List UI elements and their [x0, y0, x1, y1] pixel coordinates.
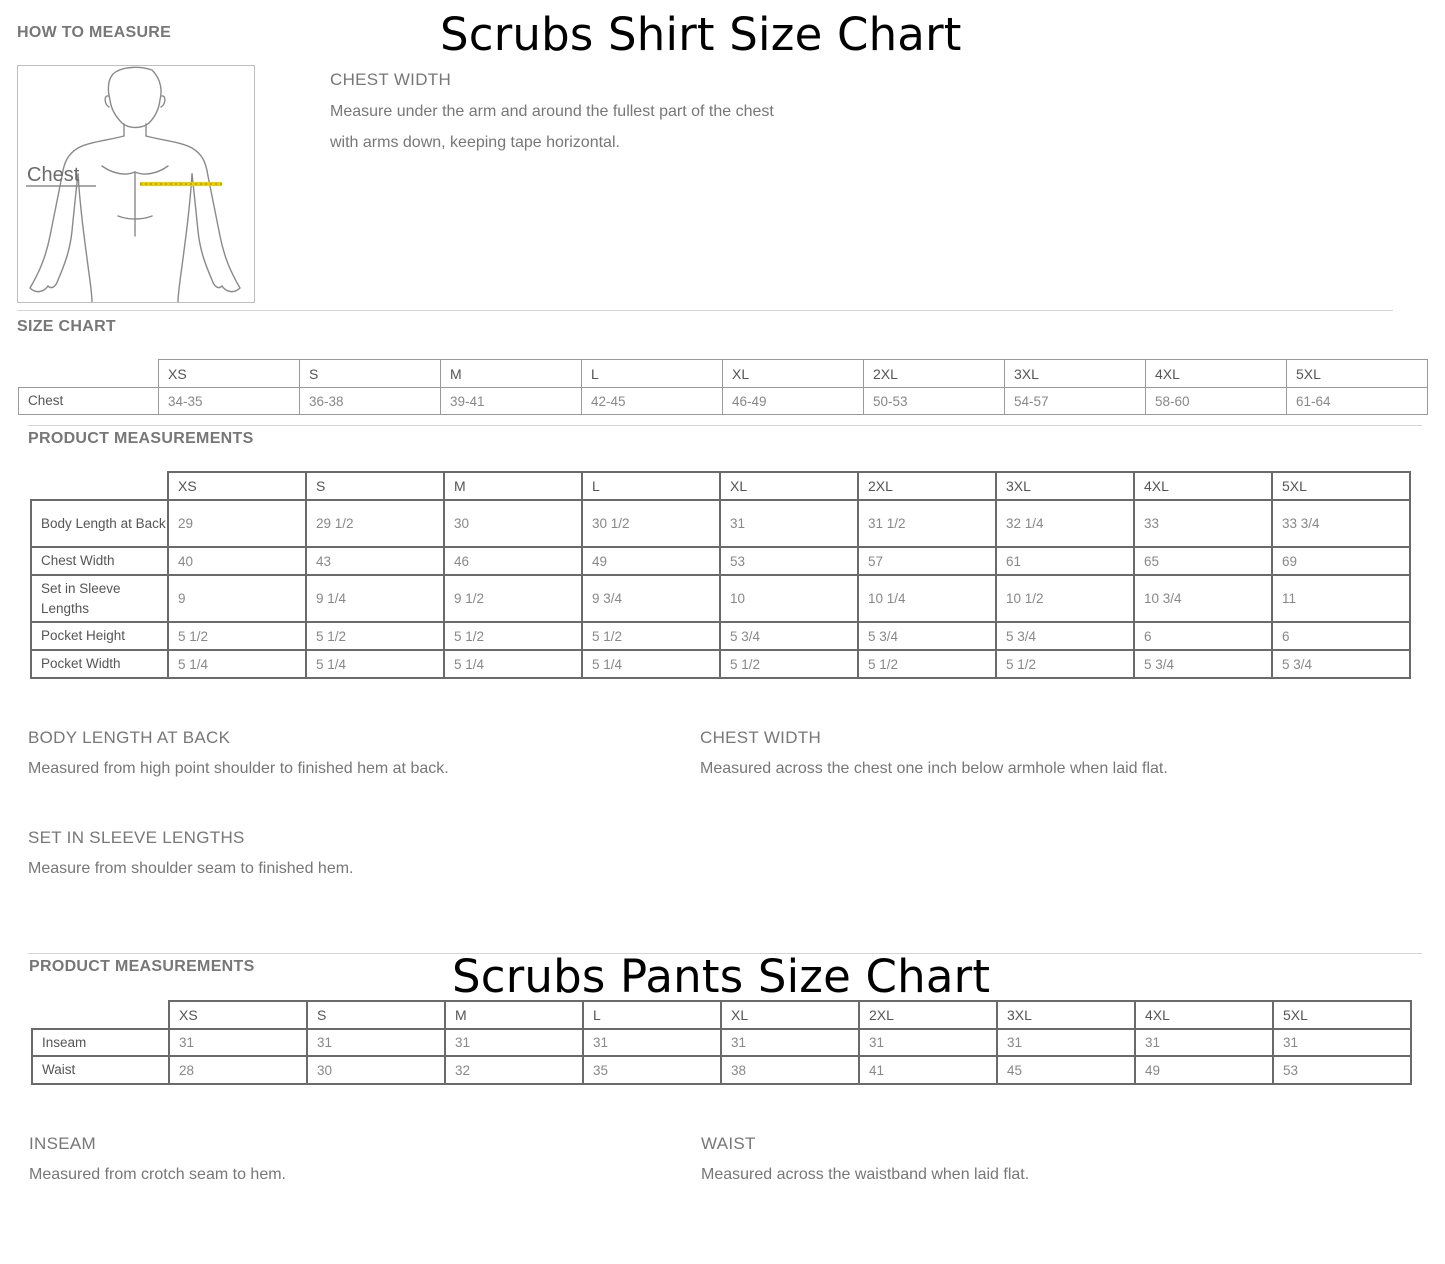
- body-length-text: Measured from high point shoulder to finished hem at back.: [28, 760, 449, 777]
- cell: 33 3/4: [1272, 500, 1410, 547]
- cell: 9: [168, 575, 306, 622]
- size-col-xs: XS: [169, 1001, 307, 1029]
- blank-cell: [19, 360, 159, 388]
- shirt-product-measurements-heading: PRODUCT MEASUREMENTS: [28, 430, 254, 447]
- row-label: Set in Sleeve Lengths: [31, 575, 168, 622]
- cell: 6: [1134, 622, 1272, 650]
- blank-cell: [32, 1001, 169, 1029]
- cell: 5 1/2: [996, 650, 1134, 678]
- cell: 46-49: [723, 388, 864, 415]
- pants-product-measurements-heading: PRODUCT MEASUREMENTS: [29, 958, 255, 975]
- chest-width-heading: CHEST WIDTH: [330, 70, 452, 89]
- table-row: [31, 575, 1410, 622]
- shirt-chart-title: Scrubs Shirt Size Chart: [440, 8, 962, 61]
- row-label: Body Length at Back: [31, 500, 168, 547]
- cell: 31: [445, 1029, 583, 1056]
- body-length-heading: BODY LENGTH AT BACK: [28, 728, 231, 747]
- row-label: Chest: [19, 388, 159, 415]
- size-col-xs: XS: [159, 360, 300, 388]
- cell: 45: [997, 1056, 1135, 1084]
- cell: 40: [168, 547, 306, 575]
- sleeve-length-heading: SET IN SLEEVE LENGTHS: [28, 828, 245, 847]
- cell: 34-35: [159, 388, 300, 415]
- cell: 31: [169, 1029, 307, 1056]
- cell: 53: [720, 547, 858, 575]
- cell: 36-38: [300, 388, 441, 415]
- cell: 10 1/4: [858, 575, 996, 622]
- size-col-2xl: 2XL: [858, 472, 996, 500]
- shirt-measurements-table: [30, 471, 1411, 679]
- cell: 32 1/4: [996, 500, 1134, 547]
- cell: 5 1/2: [720, 650, 858, 678]
- pants-chart-title: Scrubs Pants Size Chart: [452, 950, 991, 1003]
- table-row: [19, 388, 1428, 415]
- size-header-row: [32, 1001, 1411, 1029]
- cell: 35: [583, 1056, 721, 1084]
- cell: 29 1/2: [306, 500, 444, 547]
- divider: [17, 310, 1393, 311]
- size-col-4xl: 4XL: [1135, 1001, 1273, 1029]
- size-col-3xl: 3XL: [1005, 360, 1146, 388]
- chest-width-line2: with arms down, keeping tape horizontal.: [330, 134, 620, 151]
- size-col-m: M: [444, 472, 582, 500]
- table-row: [31, 500, 1410, 547]
- cell: 9 1/2: [444, 575, 582, 622]
- cell: 31: [1135, 1029, 1273, 1056]
- cell: 31: [307, 1029, 445, 1056]
- waist-text: Measured across the waistband when laid flat.: [701, 1166, 1030, 1183]
- size-col-s: S: [306, 472, 444, 500]
- waist-heading: WAIST: [701, 1134, 756, 1153]
- row-label: Waist: [32, 1056, 169, 1084]
- cell: 5 1/4: [306, 650, 444, 678]
- size-col-5xl: 5XL: [1272, 472, 1410, 500]
- cell: 58-60: [1146, 388, 1287, 415]
- cell: 5 3/4: [1134, 650, 1272, 678]
- cell: 39-41: [441, 388, 582, 415]
- cell: 30: [307, 1056, 445, 1084]
- sleeve-length-text: Measure from shoulder seam to finished hem.: [28, 860, 354, 877]
- cell: 31: [583, 1029, 721, 1056]
- chest-width-line1: Measure under the arm and around the fullest part of the chest: [330, 103, 774, 120]
- cell: 30 1/2: [582, 500, 720, 547]
- cell: 10 3/4: [1134, 575, 1272, 622]
- cell: 6: [1272, 622, 1410, 650]
- how-to-measure-heading: HOW TO MEASURE: [17, 24, 172, 41]
- size-col-5xl: 5XL: [1273, 1001, 1411, 1029]
- pants-measurements-table: [31, 1000, 1412, 1085]
- cell: 54-57: [1005, 388, 1146, 415]
- cell: 32: [445, 1056, 583, 1084]
- size-col-s: S: [307, 1001, 445, 1029]
- size-col-xs: XS: [168, 472, 306, 500]
- cell: 41: [859, 1056, 997, 1084]
- size-col-2xl: 2XL: [859, 1001, 997, 1029]
- size-header-row: [19, 360, 1428, 388]
- cell: 5 1/2: [858, 650, 996, 678]
- row-label: Inseam: [32, 1029, 169, 1056]
- cell: 31: [859, 1029, 997, 1056]
- cell: 65: [1134, 547, 1272, 575]
- table-row: [31, 650, 1410, 678]
- cell: 53: [1273, 1056, 1411, 1084]
- cell: 10: [720, 575, 858, 622]
- divider: [28, 425, 1422, 426]
- size-col-m: M: [445, 1001, 583, 1029]
- inseam-heading: INSEAM: [29, 1134, 96, 1153]
- cell: 5 1/2: [582, 622, 720, 650]
- row-label: Pocket Width: [31, 650, 168, 678]
- size-col-3xl: 3XL: [997, 1001, 1135, 1029]
- cell: 33: [1134, 500, 1272, 547]
- cell: 9 1/4: [306, 575, 444, 622]
- size-col-xl: XL: [723, 360, 864, 388]
- cell: 5 3/4: [1272, 650, 1410, 678]
- size-col-3xl: 3XL: [996, 472, 1134, 500]
- cell: 46: [444, 547, 582, 575]
- size-col-s: S: [300, 360, 441, 388]
- table-row: [32, 1029, 1411, 1056]
- size-col-xl: XL: [720, 472, 858, 500]
- cell: 5 1/4: [582, 650, 720, 678]
- size-col-l: L: [582, 360, 723, 388]
- cell: 61: [996, 547, 1134, 575]
- cell: 49: [1135, 1056, 1273, 1084]
- inseam-text: Measured from crotch seam to hem.: [29, 1166, 286, 1183]
- cell: 38: [721, 1056, 859, 1084]
- measure-figure: [17, 65, 255, 303]
- figure-chest-label: Chest: [27, 164, 80, 186]
- table-row: [31, 622, 1410, 650]
- cell: 10 1/2: [996, 575, 1134, 622]
- size-col-l: L: [582, 472, 720, 500]
- size-col-2xl: 2XL: [864, 360, 1005, 388]
- chest-width-desc-heading: CHEST WIDTH: [700, 728, 822, 747]
- cell: 42-45: [582, 388, 723, 415]
- cell: 5 3/4: [720, 622, 858, 650]
- cell: 31: [720, 500, 858, 547]
- size-col-5xl: 5XL: [1287, 360, 1428, 388]
- cell: 9 3/4: [582, 575, 720, 622]
- table-row: [32, 1056, 1411, 1084]
- cell: 69: [1272, 547, 1410, 575]
- size-col-xl: XL: [721, 1001, 859, 1029]
- row-label: Pocket Height: [31, 622, 168, 650]
- cell: 31: [997, 1029, 1135, 1056]
- cell: 43: [306, 547, 444, 575]
- cell: 61-64: [1287, 388, 1428, 415]
- cell: 5 1/2: [306, 622, 444, 650]
- cell: 5 1/2: [168, 622, 306, 650]
- row-label: Chest Width: [31, 547, 168, 575]
- cell: 28: [169, 1056, 307, 1084]
- size-col-l: L: [583, 1001, 721, 1029]
- cell: 31 1/2: [858, 500, 996, 547]
- cell: 31: [721, 1029, 859, 1056]
- cell: 5 3/4: [858, 622, 996, 650]
- cell: 31: [1273, 1029, 1411, 1056]
- cell: 5 1/2: [444, 622, 582, 650]
- size-col-4xl: 4XL: [1134, 472, 1272, 500]
- cell: 5 3/4: [996, 622, 1134, 650]
- chest-width-desc-text: Measured across the chest one inch below armhole when laid flat.: [700, 760, 1168, 777]
- cell: 5 1/4: [444, 650, 582, 678]
- cell: 50-53: [864, 388, 1005, 415]
- size-chart-table: [18, 359, 1428, 415]
- cell: 29: [168, 500, 306, 547]
- cell: 11: [1272, 575, 1410, 622]
- cell: 30: [444, 500, 582, 547]
- size-chart-heading: SIZE CHART: [17, 318, 116, 335]
- cell: 5 1/4: [168, 650, 306, 678]
- table-row: [31, 547, 1410, 575]
- cell: 49: [582, 547, 720, 575]
- blank-cell: [31, 472, 168, 500]
- size-col-4xl: 4XL: [1146, 360, 1287, 388]
- size-header-row: [31, 472, 1410, 500]
- size-col-m: M: [441, 360, 582, 388]
- cell: 57: [858, 547, 996, 575]
